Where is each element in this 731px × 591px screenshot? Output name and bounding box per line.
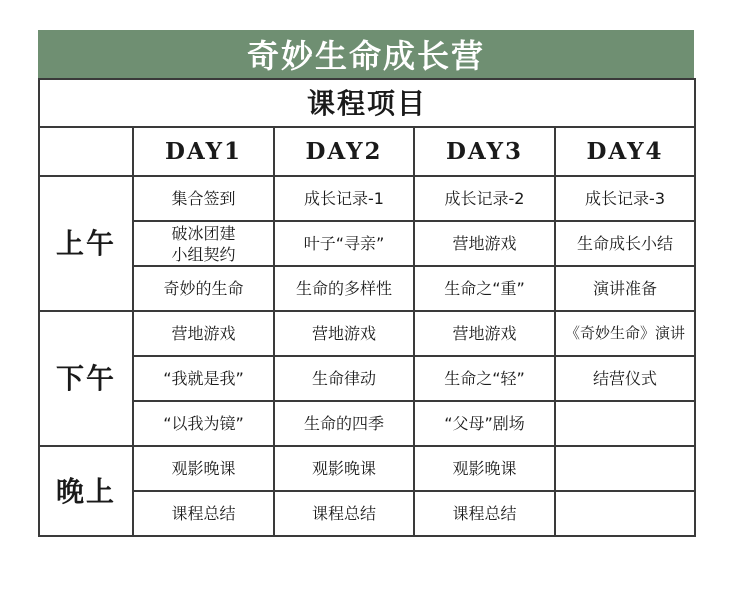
activity-cell: 营地游戏 xyxy=(274,311,414,356)
activity-cell: 生命的多样性 xyxy=(274,266,414,311)
activity-cell: 结营仪式 xyxy=(555,356,695,401)
activity-cell: “我就是我” xyxy=(133,356,274,401)
activity-cell: 营地游戏 xyxy=(133,311,274,356)
activity-cell: “父母”剧场 xyxy=(414,401,555,446)
activity-cell xyxy=(555,491,695,536)
evening-row-1 xyxy=(39,446,695,491)
activity-cell: 生命的四季 xyxy=(274,401,414,446)
activity-cell: 成长记录-1 xyxy=(274,176,414,221)
schedule-sheet xyxy=(38,30,694,537)
activity-cell: 课程总结 xyxy=(414,491,555,536)
day-header: DAY3 xyxy=(414,127,555,176)
activity-cell: 生命律动 xyxy=(274,356,414,401)
activity-cell: 生命成长小结 xyxy=(555,221,695,266)
activity-cell: 观影晚课 xyxy=(414,446,555,491)
activity-cell: 集合签到 xyxy=(133,176,274,221)
evening-row-2 xyxy=(39,491,695,536)
activity-cell xyxy=(555,401,695,446)
activity-cell: 生命之“轻” xyxy=(414,356,555,401)
corner-cell xyxy=(39,127,133,176)
morning-row-2 xyxy=(39,221,695,266)
day-header: DAY2 xyxy=(274,127,414,176)
activity-cell: 观影晚课 xyxy=(274,446,414,491)
activity-cell: 《奇妙生命》演讲 xyxy=(555,311,695,356)
subtitle-row xyxy=(39,79,695,127)
afternoon-row-1 xyxy=(39,311,695,356)
period-label-morning: 上午 xyxy=(39,176,133,311)
activity-cell: 课程总结 xyxy=(274,491,414,536)
activity-cell: 观影晚课 xyxy=(133,446,274,491)
activity-cell: “以我为镜” xyxy=(133,401,274,446)
day-header: DAY4 xyxy=(555,127,695,176)
camp-title: 奇妙生命成长营 xyxy=(38,30,694,78)
afternoon-row-2 xyxy=(39,356,695,401)
activity-cell: 营地游戏 xyxy=(414,221,555,266)
activity-cell: 叶子“寻亲” xyxy=(274,221,414,266)
morning-row-3 xyxy=(39,266,695,311)
activity-cell: 破冰团建 小组契约 xyxy=(133,221,274,266)
day-header: DAY1 xyxy=(133,127,274,176)
morning-row-1 xyxy=(39,176,695,221)
activity-cell xyxy=(555,446,695,491)
activity-cell: 成长记录-3 xyxy=(555,176,695,221)
activity-cell: 奇妙的生命 xyxy=(133,266,274,311)
activity-cell: 演讲准备 xyxy=(555,266,695,311)
activity-cell: 生命之“重” xyxy=(414,266,555,311)
period-label-evening: 晚上 xyxy=(39,446,133,536)
activity-cell: 成长记录-2 xyxy=(414,176,555,221)
day-header-row xyxy=(39,127,695,176)
schedule-table xyxy=(38,78,696,537)
period-label-afternoon: 下午 xyxy=(39,311,133,446)
activity-cell: 课程总结 xyxy=(133,491,274,536)
activity-cell: 营地游戏 xyxy=(414,311,555,356)
afternoon-row-3 xyxy=(39,401,695,446)
course-subtitle: 课程项目 xyxy=(39,79,695,127)
